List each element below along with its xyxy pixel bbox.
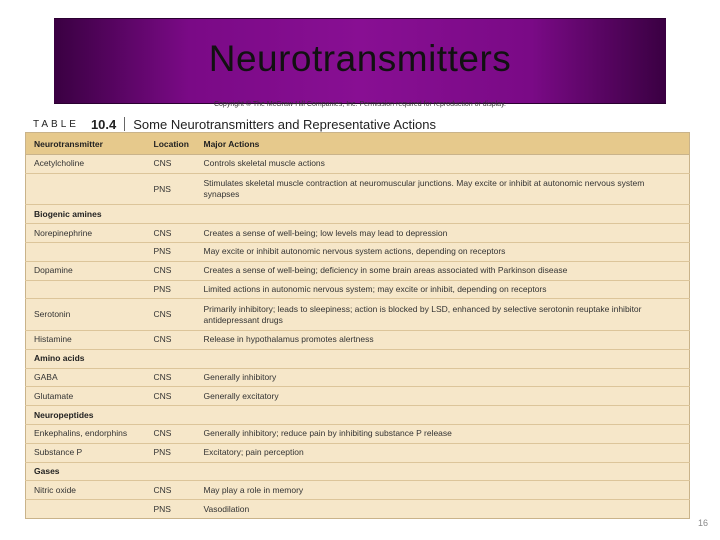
cell-action: Stimulates skeletal muscle contraction at neuromuscular junctions. May excite or inhibit at autonomic nervous system synapses [196, 173, 690, 205]
cell-action: Primarily inhibitory; leads to sleepiness; action is blocked by LSD, enhanced by selective serotonin reuptake inhibitor antidepressant drugs [196, 299, 690, 331]
table-number: 10.4 [90, 116, 117, 132]
cell-action: Release in hypothalamus promotes alertness [196, 331, 690, 350]
cell-action: Controls skeletal muscle actions [196, 155, 690, 174]
cell-action: May play a role in memory [196, 481, 690, 500]
cell-neurotransmitter: Dopamine [26, 261, 146, 280]
cell-action: Vasodilation [196, 500, 690, 519]
cell-neurotransmitter: Serotonin [26, 299, 146, 331]
cell-action: Excitatory; pain perception [196, 443, 690, 462]
cell-action: Generally excitatory [196, 387, 690, 406]
cell-action: Creates a sense of well-being; low levels may lead to depression [196, 224, 690, 243]
table-row [26, 173, 690, 205]
cell-action: Limited actions in autonomic nervous system; may excite or inhibit, depending on receptors [196, 280, 690, 299]
category-row [26, 462, 690, 481]
table-row [26, 243, 690, 262]
cell-location: PNS [146, 243, 196, 262]
table-label: TABLE [33, 118, 79, 130]
table-row [26, 280, 690, 299]
table-row [26, 299, 690, 331]
table-row [26, 481, 690, 500]
cell-location: CNS [146, 481, 196, 500]
cell-location: CNS [146, 224, 196, 243]
cell-neurotransmitter: Histamine [26, 331, 146, 350]
table-row [26, 425, 690, 444]
slide-title: Neurotransmitters [208, 38, 512, 79]
caption-divider [124, 117, 125, 131]
cell-neurotransmitter [26, 173, 146, 205]
neurotransmitter-table [25, 132, 690, 519]
cell-neurotransmitter: Substance P [26, 443, 146, 462]
cell-location: PNS [146, 443, 196, 462]
table-row [26, 368, 690, 387]
cell-neurotransmitter: Enkephalins, endorphins [26, 425, 146, 444]
category-label: Gases [26, 462, 690, 481]
cell-location: PNS [146, 173, 196, 205]
cell-neurotransmitter: Nitric oxide [26, 481, 146, 500]
page-number: 16 [697, 518, 708, 528]
header-neurotransmitter: Neurotransmitter [26, 133, 146, 155]
cell-location: CNS [146, 368, 196, 387]
table-title: Some Neurotransmitters and Representative Actions [133, 116, 437, 132]
header-major-actions: Major Actions [196, 133, 690, 155]
table-row [26, 500, 690, 519]
table-header-row [26, 133, 690, 155]
header-location: Location [146, 133, 196, 155]
cell-location: CNS [146, 155, 196, 174]
category-row [26, 349, 690, 368]
cell-location: PNS [146, 280, 196, 299]
table-row [26, 155, 690, 174]
cell-action: Generally inhibitory [196, 368, 690, 387]
category-row [26, 205, 690, 224]
cell-neurotransmitter: Glutamate [26, 387, 146, 406]
category-label: Neuropeptides [26, 406, 690, 425]
category-label: Amino acids [26, 349, 690, 368]
cell-action: Generally inhibitory; reduce pain by inhibiting substance P release [196, 425, 690, 444]
table-row [26, 387, 690, 406]
table-row [26, 443, 690, 462]
cell-neurotransmitter [26, 243, 146, 262]
cell-action: Creates a sense of well-being; deficiency in some brain areas associated with Parkinson disease [196, 261, 690, 280]
cell-neurotransmitter [26, 280, 146, 299]
table-row [26, 224, 690, 243]
cell-location: CNS [146, 331, 196, 350]
cell-location: CNS [146, 299, 196, 331]
category-label: Biogenic amines [26, 205, 690, 224]
cell-neurotransmitter: Norepinephrine [26, 224, 146, 243]
cell-neurotransmitter [26, 500, 146, 519]
cell-location: CNS [146, 387, 196, 406]
cell-location: PNS [146, 500, 196, 519]
table-row [26, 331, 690, 350]
cell-location: CNS [146, 425, 196, 444]
category-row [26, 406, 690, 425]
cell-location: CNS [146, 261, 196, 280]
cell-neurotransmitter: GABA [26, 368, 146, 387]
table-row [26, 261, 690, 280]
copyright-notice: Copyright © The McGraw-Hill Companies, Inc. Permission required for reproduction or display. [213, 101, 506, 108]
cell-neurotransmitter: Acetylcholine [26, 155, 146, 174]
cell-action: May excite or inhibit autonomic nervous system actions, depending on receptors [196, 243, 690, 262]
table-caption [33, 116, 436, 132]
